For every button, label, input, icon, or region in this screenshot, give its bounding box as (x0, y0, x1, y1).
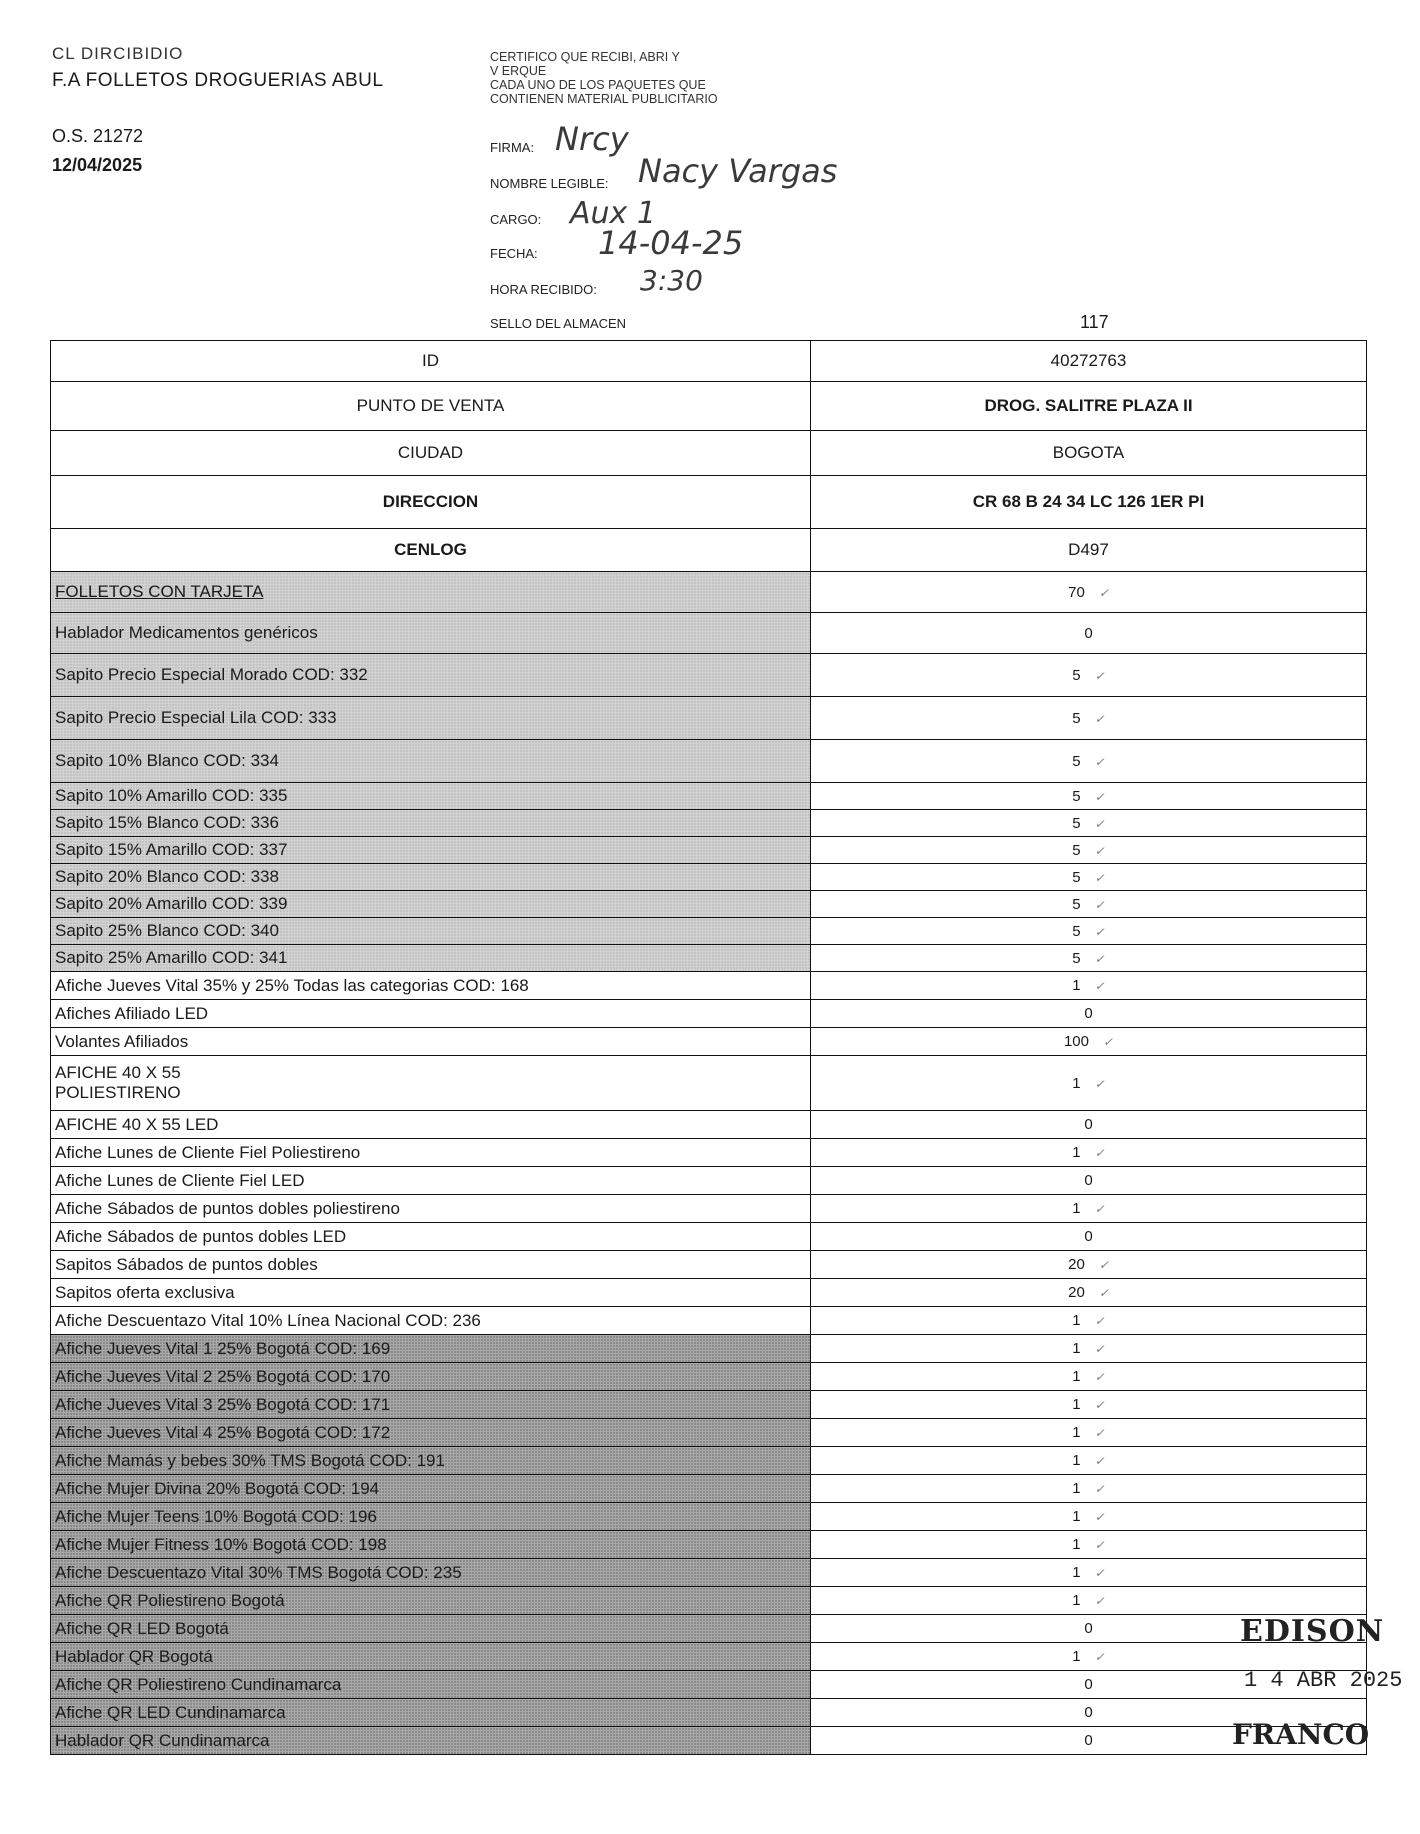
item-quantity-value: 1 (1072, 1648, 1081, 1665)
item-quantity (811, 1419, 1367, 1447)
item-quantity (811, 837, 1367, 864)
item-quantity-value: 0 (1084, 1228, 1093, 1245)
item-quantity (811, 1447, 1367, 1475)
item-quantity-value: 1 (1072, 1200, 1081, 1217)
table-row (51, 1279, 1367, 1307)
item-quantity (811, 783, 1367, 810)
table-row (51, 1643, 1367, 1671)
table-row (51, 1699, 1367, 1727)
item-quantity (811, 1251, 1367, 1279)
item-quantity (811, 1307, 1367, 1335)
cert-line: CADA UNO DE LOS PAQUETES QUE (490, 78, 706, 92)
table-row (51, 1195, 1367, 1223)
check-mark-icon: ✓ (1094, 1482, 1105, 1496)
cenlog-label: CENLOG (51, 529, 811, 572)
item-name: Sapitos Sábados de puntos dobles (51, 1251, 811, 1279)
table-row (51, 572, 1367, 613)
table-row (51, 654, 1367, 697)
item-quantity-value: 1 (1072, 1424, 1081, 1441)
table-row (51, 783, 1367, 810)
table-row (51, 1587, 1367, 1615)
item-quantity (811, 1475, 1367, 1503)
table-row (51, 1251, 1367, 1279)
check-mark-icon: ✓ (1094, 1650, 1105, 1664)
item-name: Hablador QR Cundinamarca (51, 1727, 811, 1755)
cargo-label: CARGO: (490, 212, 542, 227)
item-name: Afiche Descuentazo Vital 30% TMS Bogotá COD: 235 (51, 1559, 811, 1587)
item-quantity (811, 572, 1367, 613)
cenlog-value: D497 (811, 529, 1367, 572)
item-name: Afiche Lunes de Cliente Fiel Poliestireno (51, 1139, 811, 1167)
table-row (51, 613, 1367, 654)
cert-line: CONTIENEN MATERIAL PUBLICITARIO (490, 92, 718, 106)
ciudad-label: CIUDAD (51, 431, 811, 476)
item-quantity (811, 1559, 1367, 1587)
item-name: Afiche Jueves Vital 4 25% Bogotá COD: 172 (51, 1419, 811, 1447)
check-mark-icon: ✓ (1094, 843, 1105, 858)
check-mark-icon: ✓ (1098, 585, 1109, 600)
check-mark-icon: ✓ (1094, 1594, 1105, 1608)
item-quantity (811, 918, 1367, 945)
item-quantity-value: 1 (1072, 1396, 1081, 1413)
id-label: ID (51, 341, 811, 382)
table-row (51, 1363, 1367, 1391)
item-name: Afiche QR Poliestireno Cundinamarca (51, 1671, 811, 1699)
item-name: Sapito 20% Blanco COD: 338 (51, 864, 811, 891)
item-name: Afiche Jueves Vital 35% y 25% Todas las categorias COD: 168 (51, 972, 811, 1000)
table-row (51, 837, 1367, 864)
item-quantity (811, 1391, 1367, 1419)
check-mark-icon: ✓ (1094, 1342, 1105, 1356)
item-quantity-value: 0 (1084, 1704, 1093, 1721)
item-name: Afiche Mujer Teens 10% Bogotá COD: 196 (51, 1503, 811, 1531)
item-quantity-value: 5 (1072, 949, 1081, 967)
direccion-label: DIRECCION (51, 476, 811, 529)
table-row (51, 945, 1367, 972)
item-name: Afiche QR LED Cundinamarca (51, 1699, 811, 1727)
item-quantity-value: 1 (1072, 1508, 1081, 1525)
table-row (51, 1028, 1367, 1056)
item-quantity-value: 1 (1072, 1452, 1081, 1469)
item-name: Afiche QR LED Bogotá (51, 1615, 811, 1643)
item-quantity-value: 0 (1084, 1732, 1093, 1749)
item-quantity-value: 100 (1063, 1033, 1089, 1050)
item-name: Afiche Sábados de puntos dobles poliestireno (51, 1195, 811, 1223)
check-mark-icon: ✓ (1094, 668, 1105, 683)
item-quantity (811, 1503, 1367, 1531)
table-row (51, 1475, 1367, 1503)
item-quantity-value: 1 (1072, 1312, 1081, 1329)
check-mark-icon: ✓ (1094, 951, 1105, 966)
item-name: Afiche Jueves Vital 3 25% Bogotá COD: 171 (51, 1391, 811, 1419)
check-mark-icon: ✓ (1094, 1398, 1105, 1412)
item-quantity-value: 1 (1072, 1144, 1081, 1161)
header-line-1: CL DIRCIBIDIO (52, 44, 184, 63)
nombre-value: Nacy Vargas (638, 152, 838, 190)
cargo-value: Aux 1 (570, 196, 656, 231)
table-row (51, 1671, 1367, 1699)
table-row (51, 1307, 1367, 1335)
check-mark-icon: ✓ (1094, 1566, 1105, 1580)
check-mark-icon: ✓ (1094, 1426, 1105, 1440)
store-stamp-name-2: FRANCO (1232, 1718, 1370, 1751)
item-quantity-value: 0 (1084, 1172, 1093, 1189)
item-name: Afiche Jueves Vital 2 25% Bogotá COD: 170 (51, 1363, 811, 1391)
item-quantity (811, 891, 1367, 918)
item-name: Sapitos oferta exclusiva (51, 1279, 811, 1307)
check-mark-icon: ✓ (1094, 1314, 1105, 1328)
table-row (51, 1056, 1367, 1111)
cert-line: CERTIFICO QUE RECIBI, ABRI Y (490, 50, 680, 64)
item-name: Volantes Afiliados (51, 1028, 811, 1056)
item-name: Sapito 25% Amarillo COD: 341 (51, 945, 811, 972)
hora-label: HORA RECIBIDO: (490, 282, 597, 297)
table-row (51, 1615, 1367, 1643)
item-name: FOLLETOS CON TARJETA (51, 572, 811, 613)
check-mark-icon: ✓ (1094, 816, 1105, 831)
item-quantity-value: 1 (1072, 1592, 1081, 1609)
item-quantity (811, 864, 1367, 891)
item-quantity-value: 1 (1072, 1368, 1081, 1385)
table-row (51, 1447, 1367, 1475)
sello-label: SELLO DEL ALMACEN (490, 316, 627, 331)
check-mark-icon: ✓ (1094, 1076, 1105, 1091)
check-mark-icon: ✓ (1094, 711, 1105, 726)
certification-text (490, 50, 718, 106)
table-row (51, 1391, 1367, 1419)
table-row (51, 1727, 1367, 1755)
item-quantity-value: 70 (1068, 583, 1085, 601)
item-name: Afiche Jueves Vital 1 25% Bogotá COD: 169 (51, 1335, 811, 1363)
item-quantity (811, 1363, 1367, 1391)
punto-venta-label: PUNTO DE VENTA (51, 382, 811, 431)
item-quantity-value: 5 (1072, 895, 1081, 913)
item-quantity-value: 5 (1072, 868, 1081, 886)
item-name: Sapito Precio Especial Morado COD: 332 (51, 654, 811, 697)
item-name: AFICHE 40 X 55 LED (51, 1111, 811, 1139)
item-quantity-value: 5 (1072, 787, 1081, 805)
order-number: O.S. 21272 (52, 126, 144, 146)
item-quantity (811, 1028, 1367, 1056)
document-header (52, 44, 383, 176)
check-mark-icon: ✓ (1102, 1035, 1114, 1049)
row-ciudad (51, 431, 1367, 476)
sello-number: 117 (1080, 312, 1109, 332)
table-row (51, 740, 1367, 783)
item-quantity (811, 1111, 1367, 1139)
item-name: Sapito 15% Amarillo COD: 337 (51, 837, 811, 864)
item-quantity (811, 1335, 1367, 1363)
table-row (51, 697, 1367, 740)
hora-value: 3:30 (640, 264, 703, 297)
fecha-label: FECHA: (490, 246, 538, 261)
check-mark-icon: ✓ (1094, 897, 1105, 912)
check-mark-icon: ✓ (1098, 1258, 1109, 1272)
item-quantity (811, 1139, 1367, 1167)
table-row (51, 1419, 1367, 1447)
item-name: Afiche Sábados de puntos dobles LED (51, 1223, 811, 1251)
item-name: Sapito Precio Especial Lila COD: 333 (51, 697, 811, 740)
check-mark-icon: ✓ (1094, 870, 1105, 885)
row-direccion (51, 476, 1367, 529)
item-name: Afiche Lunes de Cliente Fiel LED (51, 1167, 811, 1195)
punto-venta-value: DROG. SALITRE PLAZA II (811, 382, 1367, 431)
table-row (51, 918, 1367, 945)
nombre-label: NOMBRE LEGIBLE: (490, 176, 609, 191)
item-quantity (811, 972, 1367, 1000)
item-name: Sapito 10% Amarillo COD: 335 (51, 783, 811, 810)
check-mark-icon: ✓ (1094, 754, 1105, 769)
table-row (51, 1559, 1367, 1587)
table-row (51, 864, 1367, 891)
id-value: 40272763 (811, 341, 1367, 382)
item-name: Afiche Mujer Fitness 10% Bogotá COD: 198 (51, 1531, 811, 1559)
item-name: Hablador QR Bogotá (51, 1643, 811, 1671)
item-quantity-value: 5 (1072, 922, 1081, 940)
item-name: Sapito 20% Amarillo COD: 339 (51, 891, 811, 918)
item-quantity-value: 20 (1068, 1284, 1085, 1301)
item-quantity-value: 20 (1068, 1256, 1085, 1273)
item-quantity-value: 5 (1072, 752, 1081, 770)
check-mark-icon: ✓ (1098, 1286, 1109, 1300)
header-line-2: F.A FOLLETOS DROGUERIAS ABUL (52, 70, 384, 91)
store-stamp-name: EDISON (1240, 1614, 1385, 1649)
item-quantity (811, 1000, 1367, 1028)
item-name: Sapito 15% Blanco COD: 336 (51, 810, 811, 837)
table-row (51, 1531, 1367, 1559)
table-row (51, 810, 1367, 837)
item-quantity-value: 5 (1072, 814, 1081, 832)
item-quantity-value: 5 (1072, 709, 1081, 727)
cert-line: V ERQUE (490, 64, 547, 78)
item-quantity-value: 1 (1072, 977, 1081, 994)
table-row (51, 1335, 1367, 1363)
item-quantity-value: 1 (1072, 1536, 1081, 1553)
table-row (51, 891, 1367, 918)
item-quantity-value: 0 (1084, 624, 1093, 642)
check-mark-icon: ✓ (1094, 1146, 1105, 1160)
row-cenlog (51, 529, 1367, 572)
item-name: Afiches Afiliado LED (51, 1000, 811, 1028)
item-quantity-value: 1 (1072, 1480, 1081, 1497)
check-mark-icon: ✓ (1094, 1370, 1105, 1384)
table-row (51, 1111, 1367, 1139)
item-quantity (811, 1531, 1367, 1559)
table-row (51, 972, 1367, 1000)
item-name: Sapito 25% Blanco COD: 340 (51, 918, 811, 945)
item-quantity (811, 1167, 1367, 1195)
item-quantity (811, 1587, 1367, 1615)
direccion-value: CR 68 B 24 34 LC 126 1ER PI (811, 476, 1367, 529)
table-row (51, 1223, 1367, 1251)
item-quantity-value: 1 (1072, 1340, 1081, 1357)
item-quantity (811, 654, 1367, 697)
ciudad-value: BOGOTA (811, 431, 1367, 476)
document-date: 12/04/2025 (52, 155, 143, 175)
item-name: Hablador Medicamentos genéricos (51, 613, 811, 654)
firma-signature: Nrcy (555, 120, 629, 158)
item-name: Afiche Mujer Divina 20% Bogotá COD: 194 (51, 1475, 811, 1503)
store-stamp-date: 1 4 ABR 2025 (1244, 1668, 1403, 1693)
item-quantity (811, 740, 1367, 783)
item-quantity (811, 945, 1367, 972)
item-quantity (811, 1279, 1367, 1307)
item-quantity (811, 1056, 1367, 1111)
check-mark-icon: ✓ (1094, 1202, 1105, 1216)
check-mark-icon: ✓ (1094, 1454, 1105, 1468)
item-quantity-value: 0 (1084, 1116, 1093, 1133)
item-quantity (811, 613, 1367, 654)
item-quantity-value: 0 (1084, 1620, 1093, 1637)
item-name: AFICHE 40 X 55 POLIESTIRENO (51, 1056, 811, 1111)
check-mark-icon: ✓ (1094, 924, 1105, 939)
delivery-table (50, 340, 1370, 1755)
item-name: Afiche QR Poliestireno Bogotá (51, 1587, 811, 1615)
item-quantity-value: 5 (1072, 666, 1081, 684)
item-quantity-value: 5 (1072, 841, 1081, 859)
item-quantity (811, 810, 1367, 837)
check-mark-icon: ✓ (1094, 1510, 1105, 1524)
check-mark-icon: ✓ (1094, 979, 1105, 993)
table-row (51, 1000, 1367, 1028)
table-row (51, 1139, 1367, 1167)
item-quantity-value: 0 (1084, 1005, 1093, 1022)
row-punto-venta (51, 382, 1367, 431)
check-mark-icon: ✓ (1094, 789, 1105, 804)
item-quantity-value: 1 (1072, 1564, 1081, 1581)
item-name: Afiche Mamás y bebes 30% TMS Bogotá COD: 191 (51, 1447, 811, 1475)
item-quantity (811, 697, 1367, 740)
check-mark-icon: ✓ (1094, 1538, 1105, 1552)
table-row (51, 1167, 1367, 1195)
firma-label: FIRMA: (490, 140, 535, 155)
item-quantity-value: 1 (1072, 1074, 1081, 1092)
row-id (51, 341, 1367, 382)
item-quantity (811, 1223, 1367, 1251)
table-row (51, 1503, 1367, 1531)
item-name: Afiche Descuentazo Vital 10% Línea Nacional COD: 236 (51, 1307, 811, 1335)
fecha-value: 14-04-25 (598, 224, 744, 262)
item-quantity-value: 0 (1084, 1676, 1093, 1693)
item-quantity (811, 1195, 1367, 1223)
item-name: Sapito 10% Blanco COD: 334 (51, 740, 811, 783)
